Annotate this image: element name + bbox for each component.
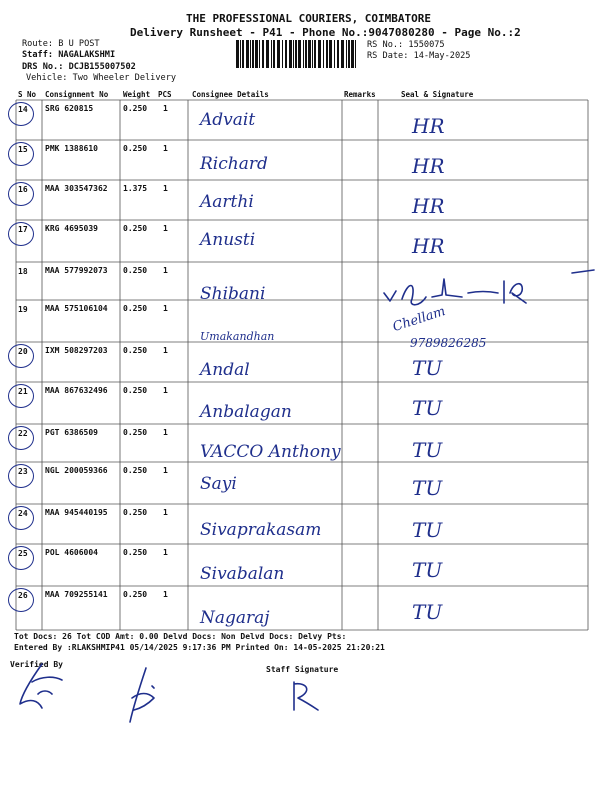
serial-number: 16 <box>18 185 28 194</box>
rs-date: RS Date: 14-May-2025 <box>367 51 471 61</box>
verified-by-label: Verified By <box>10 660 63 669</box>
consignee-handwriting: Advait <box>200 110 256 130</box>
pcs-value: 1 <box>163 386 168 395</box>
weight-value: 0.250 <box>123 466 148 475</box>
serial-number: 22 <box>18 429 28 438</box>
pcs-value: 1 <box>163 590 168 599</box>
consignment-number: KRG 4695039 <box>45 224 98 233</box>
drs-label: DRS No.: DCJB155007502 <box>22 62 136 72</box>
rs-number: RS No.: 1550075 <box>367 40 445 50</box>
weight-value: 0.250 <box>123 304 148 313</box>
staff-label: Staff: NAGALAKSHMI <box>22 50 116 60</box>
route-label: Route: B U POST <box>22 39 100 49</box>
seal-signature: TU <box>412 476 443 500</box>
seal-signature: TU <box>412 356 443 380</box>
pcs-value: 1 <box>163 144 168 153</box>
consignee-handwriting: Andal <box>200 360 250 380</box>
vehicle-label: Vehicle: Two Wheeler Delivery <box>26 73 177 83</box>
weight-value: 0.250 <box>123 590 148 599</box>
consignment-number: NGL 200059366 <box>45 466 108 475</box>
serial-number: 15 <box>18 145 28 154</box>
company-title: THE PROFESSIONAL COURIERS, COIMBATORE <box>186 12 432 25</box>
col-sno: S No <box>18 90 37 99</box>
consignment-number: MAA 577992073 <box>45 266 108 275</box>
col-remarks: Remarks <box>344 90 376 99</box>
consignee-handwriting: Nagaraj <box>200 608 270 628</box>
pcs-value: 1 <box>163 346 168 355</box>
officer-signature <box>118 664 168 726</box>
consignee-handwriting: Umakandhan <box>200 330 275 343</box>
col-seal: Seal & Signature <box>401 90 474 99</box>
consignment-number: PGT 6386509 <box>45 428 98 437</box>
remark-note: Chellam <box>391 303 448 336</box>
serial-number: 21 <box>18 387 28 396</box>
seal-signature: TU <box>412 438 443 462</box>
consignment-number: SRG 620815 <box>45 104 94 113</box>
consignee-handwriting: Aarthi <box>200 192 254 212</box>
weight-value: 0.250 <box>123 266 148 275</box>
serial-number: 20 <box>18 347 28 356</box>
col-consignment: Consignment No <box>45 90 109 99</box>
weight-value: 0.250 <box>123 548 148 557</box>
staff-signature-label: Staff Signature <box>266 665 339 674</box>
consignment-number: MAA 575106104 <box>45 304 108 313</box>
runsheet-title: Delivery Runsheet - P41 - Phone No.:9047080280 - Page No.:2 <box>130 26 521 39</box>
weight-value: 0.250 <box>123 346 148 355</box>
weight-value: 1.375 <box>123 184 148 193</box>
staff-signature <box>284 678 324 714</box>
weight-value: 0.250 <box>123 144 148 153</box>
consignee-handwriting: Sivaprakasam <box>200 520 322 540</box>
col-consignee: Consignee Details <box>192 90 269 99</box>
pcs-value: 1 <box>163 184 168 193</box>
weight-value: 0.250 <box>123 104 148 113</box>
consignment-number: PMK 1388610 <box>45 144 98 153</box>
serial-number: 24 <box>18 509 28 518</box>
seal-signature: HR <box>412 114 445 138</box>
seal-signature: HR <box>412 154 445 178</box>
weight-value: 0.250 <box>123 386 148 395</box>
seal-signature: 9789826285 <box>410 336 487 350</box>
consignee-handwriting: Anusti <box>200 230 256 250</box>
consignee-handwriting: VACCO Anthony <box>200 442 341 462</box>
pcs-value: 1 <box>163 428 168 437</box>
weight-value: 0.250 <box>123 428 148 437</box>
serial-number: 18 <box>18 267 28 276</box>
weight-value: 0.250 <box>123 508 148 517</box>
seal-signature: TU <box>412 558 443 582</box>
edge-mark <box>570 265 598 277</box>
pcs-value: 1 <box>163 224 168 233</box>
col-pcs: PCS <box>158 90 172 99</box>
consignee-handwriting: Sayi <box>200 474 237 494</box>
signature-row-18 <box>380 275 560 310</box>
weight-value: 0.250 <box>123 224 148 233</box>
consignment-number: MAA 945440195 <box>45 508 108 517</box>
serial-number: 19 <box>18 305 28 314</box>
consignee-handwriting: Anbalagan <box>200 402 292 422</box>
consignee-handwriting: Sivabalan <box>200 564 285 584</box>
pcs-value: 1 <box>163 508 168 517</box>
consignment-number: IXM 508297203 <box>45 346 108 355</box>
serial-number: 23 <box>18 467 28 476</box>
seal-signature: TU <box>412 518 443 542</box>
seal-signature: HR <box>412 234 445 258</box>
verified-signature <box>12 660 72 710</box>
serial-number: 25 <box>18 549 28 558</box>
footer-totals: Tot Docs: 26 Tot COD Amt: 0.00 Delvd Docs: Non Delvd Docs: Delvy Pts: <box>14 632 347 641</box>
pcs-value: 1 <box>163 266 168 275</box>
consignee-handwriting: Shibani <box>200 284 266 304</box>
footer-entered: Entered By :RLAKSHMIP41 05/14/2025 9:17:36 PM Printed On: 14-05-2025 21:20:21 <box>14 643 385 652</box>
serial-number: 26 <box>18 591 28 600</box>
seal-signature: HR <box>412 194 445 218</box>
serial-number: 17 <box>18 225 28 234</box>
consignment-number: MAA 709255141 <box>45 590 108 599</box>
consignment-number: POL 4606004 <box>45 548 98 557</box>
consignment-number: MAA 303547362 <box>45 184 108 193</box>
pcs-value: 1 <box>163 104 168 113</box>
consignment-number: MAA 867632496 <box>45 386 108 395</box>
pcs-value: 1 <box>163 304 168 313</box>
serial-number: 14 <box>18 105 28 114</box>
col-weight: Weight <box>123 90 151 99</box>
seal-signature: TU <box>412 600 443 624</box>
pcs-value: 1 <box>163 466 168 475</box>
seal-signature: TU <box>412 396 443 420</box>
pcs-value: 1 <box>163 548 168 557</box>
consignee-handwriting: Richard <box>200 154 268 174</box>
